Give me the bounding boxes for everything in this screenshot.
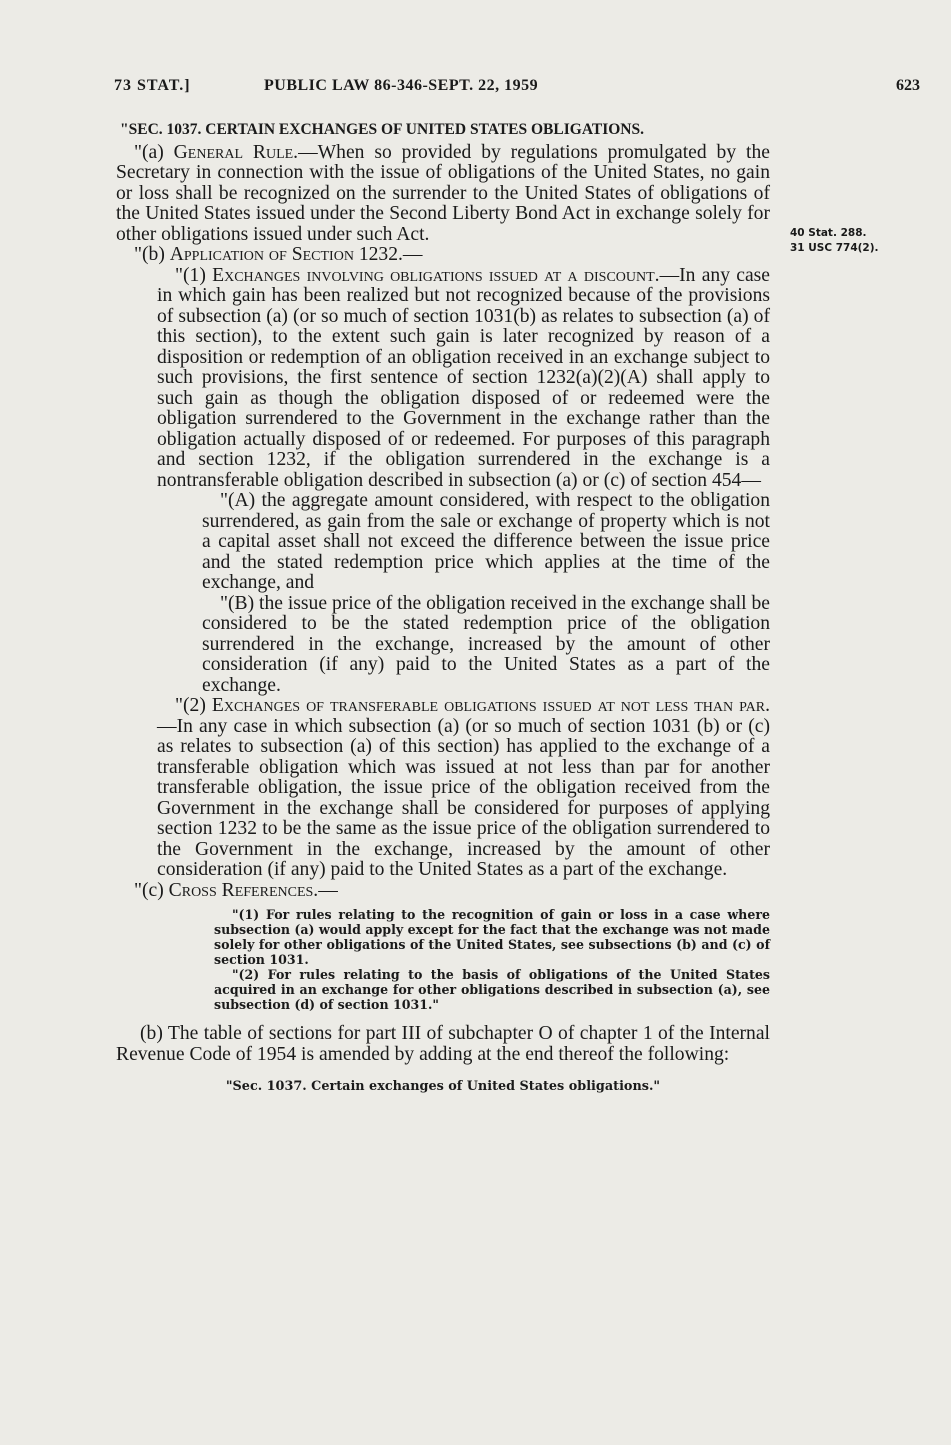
running-header — [114, 77, 920, 101]
table-of-sections-entry: "Sec. 1037. Certain exchanges of United States obligations." — [225, 1079, 661, 1094]
subsection-a-label: "(a) — [134, 141, 174, 163]
paragraph-2-label: "(2) — [175, 695, 212, 716]
subsection-c-caption: Cross References. — [168, 879, 319, 901]
subsection-b-caption: Application of Section 1232. — [169, 244, 403, 265]
margin-citation-line-1: 40 Stat. 288. — [790, 227, 867, 239]
paragraph-1-caption: Exchanges involving obligations issued at a discount. — [212, 264, 660, 286]
statute-body — [116, 120, 770, 1098]
subsection-c-label: "(c) — [134, 879, 169, 901]
header-title: PUBLIC LAW 86-346-SEPT. 22, 1959 — [264, 77, 539, 94]
margin-citation-line-2: 31 USC 774(2). — [790, 242, 879, 254]
section-heading: "SEC. 1037. CERTAIN EXCHANGES OF UNITED STATES OBLIGATIONS. — [120, 121, 644, 138]
subsection-b-text: — — [402, 244, 423, 265]
subparagraph-B: "(B) the issue price of the obligation received in the exchange shall be considered to be the stated redemption price of the obligation surrendered in the exchange, increased by the amount of other consideration (if any) paid to the United States as a part of the exchange. — [202, 592, 770, 696]
paragraph-2-text: —In any case in which subsection (a) (or so much of section 1031 (b) or (c) as relates to subsection (a) of this section) has applied to the exchange of a transferable obligation which was issued at not less than par for another transferable obligation, the issue price of the obligation received from the Government in the exchange shall be considered for purposes of applying section 1232 to be the same as the issue price of the obligation surrendered to the Government in the exchange, increased by the amount of other consideration (if any) paid to the United States as a part of the exchange. — [157, 715, 770, 880]
paragraph-2 — [116, 696, 770, 881]
page-number: 623 — [896, 77, 920, 94]
paragraph-1-label: "(1) — [175, 264, 213, 286]
paragraph-2-caption: Exchanges of transferable obligations issued at not less than par. — [211, 695, 770, 716]
cross-reference-1: "(1) For rules relating to the recognition of gain or loss in a case where subsection (a) would apply except for the fact that the exchange was not made solely for other obligations of the United States, see subsections (b) and (c) of section 1031. — [214, 907, 770, 967]
subsection-b — [116, 245, 770, 266]
subsection-b-label: "(b) — [134, 244, 170, 265]
paragraph-1-text: —In any case in which gain has been realized but not recognized because of the provisions of subsection (a) (or so much of section 1031(b) as relates to subsection (a) of this section), to the extent such gain is later recognized by reason of a disposition or redemption of an obligation received in an exchange subject to such provisions, the first sentence of section 1232(a)(2)(A) shall apply to such gain as though the obligation disposed of or redeemed were the obligation surrendered to the Government in the exchange rather than the obligation actually disposed of or redeemed. For purposes of this paragraph and section 1232, if the obligation surrendered in the exchange is a nontransferable obligation described in subsection (a) or (c) of section 454— — [157, 264, 770, 491]
subsection-c — [116, 881, 770, 902]
cross-reference-2: "(2) For rules relating to the basis of obligations of the United States acquired in an exchange for other obligations described in subsection (a), see subsection (d) of section 1031." — [214, 967, 770, 1012]
subparagraph-A: "(A) the aggregate amount considered, with respect to the obligation surrendered, as gain from the sale or exchange of property which is not a capital asset shall not exceed the difference between the issue price and the stated redemption price which applies at the time of the exchange, and — [202, 490, 770, 593]
paragraph-1 — [116, 266, 770, 492]
subsection-c-text: — — [318, 879, 338, 901]
amendment-b: (b) The table of sections for part III of subchapter O of chapter 1 of the Internal Revenue Code of 1954 is amended by adding at the end thereof the following: — [116, 1023, 770, 1065]
volume-reference: 73 STAT.] — [114, 77, 191, 94]
margin-citation — [790, 226, 930, 256]
subsection-a — [116, 143, 770, 246]
subsection-a-text: —When so provided by regulations promulgated by the Secretary in connection with the issue of obligations of the United States, no gain or loss shall be recognized on the surrender to the United States of obligations of the United States issued under the Second Liberty Bond Act in exchange solely for other obligations issued under such Act. — [116, 141, 770, 245]
subsection-a-caption: General Rule. — [173, 141, 299, 163]
